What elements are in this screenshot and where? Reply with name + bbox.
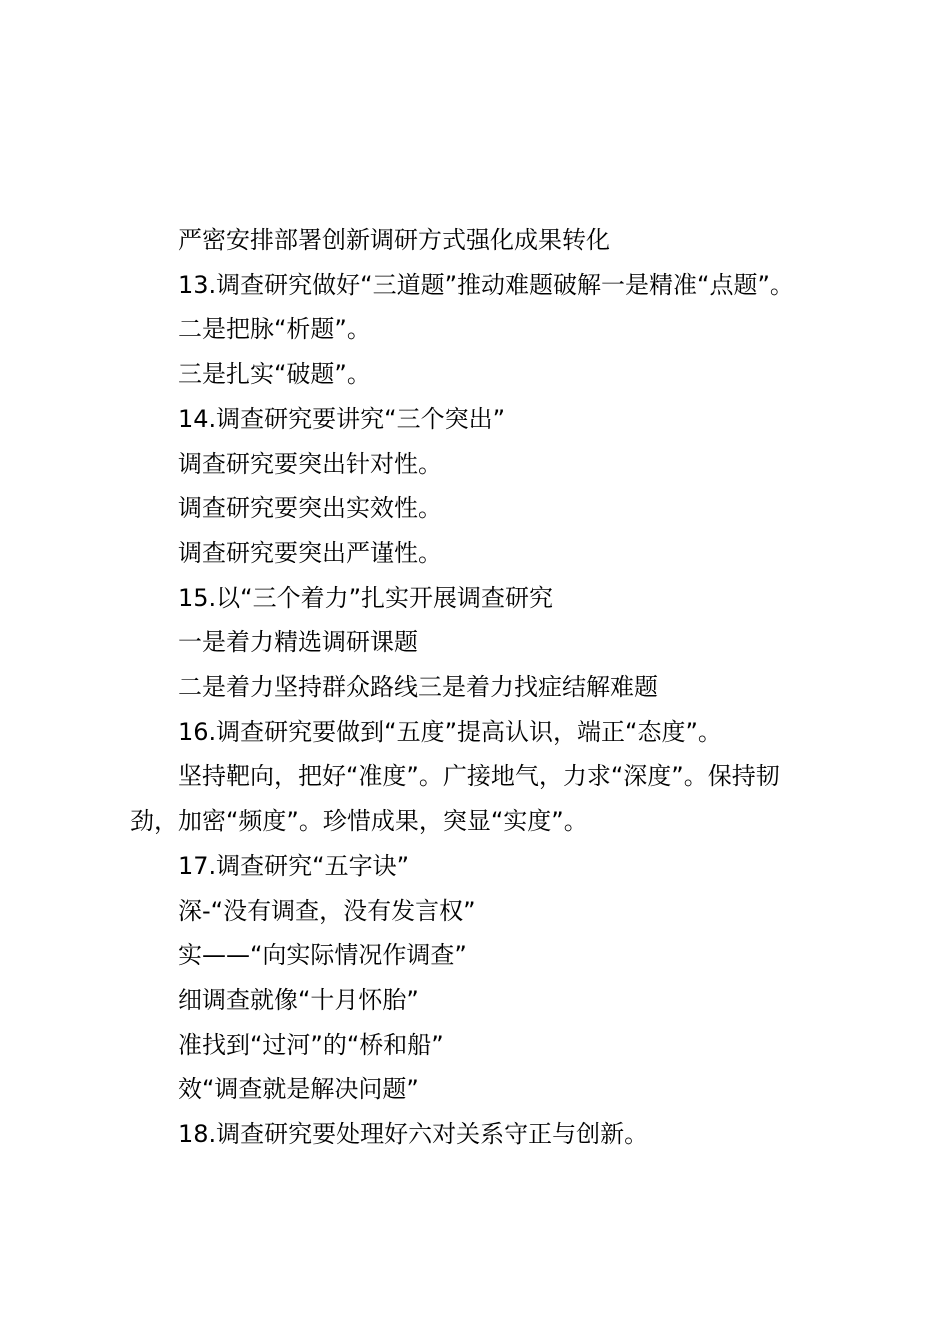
- paragraph: 二是把脉“析题”。: [178, 315, 371, 344]
- paragraph: 18.调查研究要处理好六对关系守正与创新。: [178, 1120, 649, 1149]
- paragraph: 14.调查研究要讲究“三个突出”: [178, 404, 506, 433]
- paragraph: 细调查就像“十月怀胎”: [178, 985, 419, 1014]
- paragraph: 深-“没有调查，没有发言权”: [178, 896, 476, 925]
- paragraph: 二是着力坚持群众路线三是着力找症结解难题: [178, 673, 658, 702]
- paragraph: 严密安排部署创新调研方式强化成果转化: [178, 226, 610, 254]
- paragraph: 17.调查研究“五字诀”: [178, 851, 410, 880]
- document-body: [130, 218, 830, 1157]
- paragraph: 实——“向实际情况作调查”: [178, 941, 467, 970]
- paragraph: 三是扎实“破题”。: [178, 360, 371, 389]
- paragraph: 调查研究要突出严谨性。: [178, 538, 442, 567]
- paragraph: 一是着力精选调研课题: [178, 628, 418, 657]
- paragraph: 调查研究要突出实效性。: [178, 494, 442, 523]
- paragraph: 调查研究要突出针对性。: [178, 449, 442, 478]
- paragraph: 准找到“过河”的“桥和船”: [178, 1030, 444, 1059]
- paragraph: 坚持靶向，把好“准度”。广接地气，力求“深度”。保持韧劲，加密“频度”。珍惜成果，突显“实度”。: [130, 762, 780, 836]
- paragraph: 13.调查研究做好“三道题”推动难题破解一是精准“点题”。: [178, 270, 794, 299]
- paragraph: 15.以“三个着力”扎实开展调查研究: [178, 583, 554, 612]
- paragraph: 效“调查就是解决问题”: [178, 1075, 419, 1104]
- paragraph: 16.调查研究要做到“五度”提高认识，端正“态度”。: [178, 717, 722, 746]
